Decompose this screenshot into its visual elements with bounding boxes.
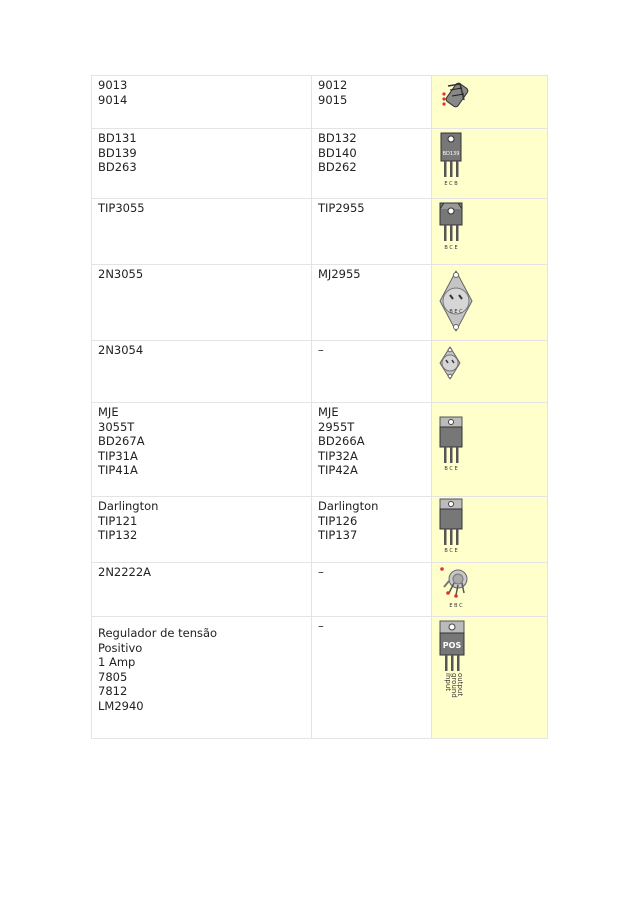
pnp-line: TIP2955 — [318, 201, 365, 215]
npn-cell — [92, 617, 312, 739]
to18-icon — [432, 563, 547, 613]
npn-line: TIP3055 — [98, 201, 145, 215]
pnp-cell — [312, 76, 432, 129]
pnp-cell — [312, 497, 432, 563]
table-row — [92, 341, 548, 403]
package-marking: BD139 — [442, 151, 460, 157]
pnp-line: 9015 — [318, 92, 348, 107]
npn-line: BD267A — [98, 434, 145, 449]
npn-line: Positivo — [98, 640, 143, 655]
table-row — [92, 265, 548, 341]
pnp-line: TIP32A — [318, 448, 358, 463]
pin-labels: B C E — [444, 466, 458, 472]
table-row — [92, 129, 548, 199]
pnp-cell — [312, 403, 432, 497]
to220-icon — [432, 497, 547, 559]
npn-cell — [92, 199, 312, 265]
pin-label-output: output — [456, 673, 464, 697]
pnp-line: BD132 — [318, 131, 357, 145]
npn-line: 9014 — [98, 92, 128, 107]
table-row — [92, 497, 548, 563]
to92-flat-icon — [432, 76, 547, 126]
package-cell — [432, 403, 548, 497]
npn-line: 2N3054 — [98, 343, 144, 357]
pin-labels: B E C — [449, 309, 463, 315]
npn-line: TIP132 — [98, 528, 138, 543]
npn-cell — [92, 265, 312, 341]
npn-line: BD139 — [98, 145, 137, 160]
pnp-line: MJ2955 — [318, 267, 361, 281]
pnp-cell — [312, 199, 432, 265]
pin-labels: B C E — [444, 548, 458, 554]
pin-labels: E C B — [444, 181, 458, 187]
pin-label-ground: ground — [450, 673, 458, 698]
pnp-line: BD266A — [318, 434, 365, 449]
pin-label-input: input — [444, 673, 452, 692]
pnp-line: TIP137 — [318, 528, 358, 543]
pnp-line: TIP126 — [318, 513, 358, 528]
to3-icon — [432, 265, 547, 337]
npn-cell — [92, 497, 312, 563]
table-row — [92, 563, 548, 617]
npn-line: 7805 — [98, 669, 128, 684]
npn-cell — [92, 129, 312, 199]
pnp-line: TIP42A — [318, 463, 358, 478]
npn-line: Regulador de tensão — [98, 626, 218, 640]
npn-line: 2N2222A — [98, 565, 152, 579]
table-row — [92, 76, 548, 129]
npn-line: 7812 — [98, 684, 128, 699]
package-cell — [432, 341, 548, 403]
package-cell — [432, 563, 548, 617]
pnp-line: 2955T — [318, 419, 355, 434]
to218-icon — [432, 199, 547, 261]
npn-line: BD263 — [98, 160, 137, 175]
table-row — [92, 199, 548, 265]
npn-line: 9013 — [98, 78, 128, 92]
package-cell — [432, 129, 548, 199]
npn-line: TIP41A — [98, 463, 138, 478]
npn-cell — [92, 76, 312, 129]
regulator-icon — [432, 617, 547, 735]
npn-cell — [92, 341, 312, 403]
pnp-line: BD140 — [318, 145, 357, 160]
npn-line: 3055T — [98, 419, 135, 434]
pnp-line: – — [318, 343, 324, 357]
package-cell — [432, 199, 548, 265]
pin-labels: B C E — [444, 245, 458, 251]
npn-cell — [92, 563, 312, 617]
npn-line: Darlington — [98, 499, 159, 513]
to126-icon — [432, 129, 547, 195]
package-marking: POS — [442, 641, 462, 650]
package-cell — [432, 617, 548, 739]
npn-line: TIP121 — [98, 513, 138, 528]
pnp-cell — [312, 129, 432, 199]
pin-labels: E B C — [449, 603, 463, 609]
to66-icon — [432, 341, 547, 399]
npn-line: TIP31A — [98, 448, 138, 463]
pnp-line: MJE — [318, 405, 339, 419]
pnp-line: 9012 — [318, 78, 348, 92]
package-cell — [432, 265, 548, 341]
npn-line: 1 Amp — [98, 655, 136, 670]
pnp-line: Darlington — [318, 499, 379, 513]
pnp-cell — [312, 617, 432, 739]
pnp-line: – — [318, 565, 324, 579]
npn-cell — [92, 403, 312, 497]
package-cell — [432, 76, 548, 129]
pnp-line: – — [318, 619, 324, 633]
pnp-cell — [312, 563, 432, 617]
table-row — [92, 617, 548, 739]
transistor-table — [91, 75, 548, 739]
pnp-line: BD262 — [318, 160, 357, 175]
pnp-cell — [312, 341, 432, 403]
npn-line: 2N3055 — [98, 267, 144, 281]
npn-line: MJE — [98, 405, 119, 419]
npn-line: BD131 — [98, 131, 137, 145]
pnp-cell — [312, 265, 432, 341]
npn-line: LM2940 — [98, 698, 144, 713]
to220-icon — [432, 403, 547, 473]
package-cell — [432, 497, 548, 563]
table-row — [92, 403, 548, 497]
